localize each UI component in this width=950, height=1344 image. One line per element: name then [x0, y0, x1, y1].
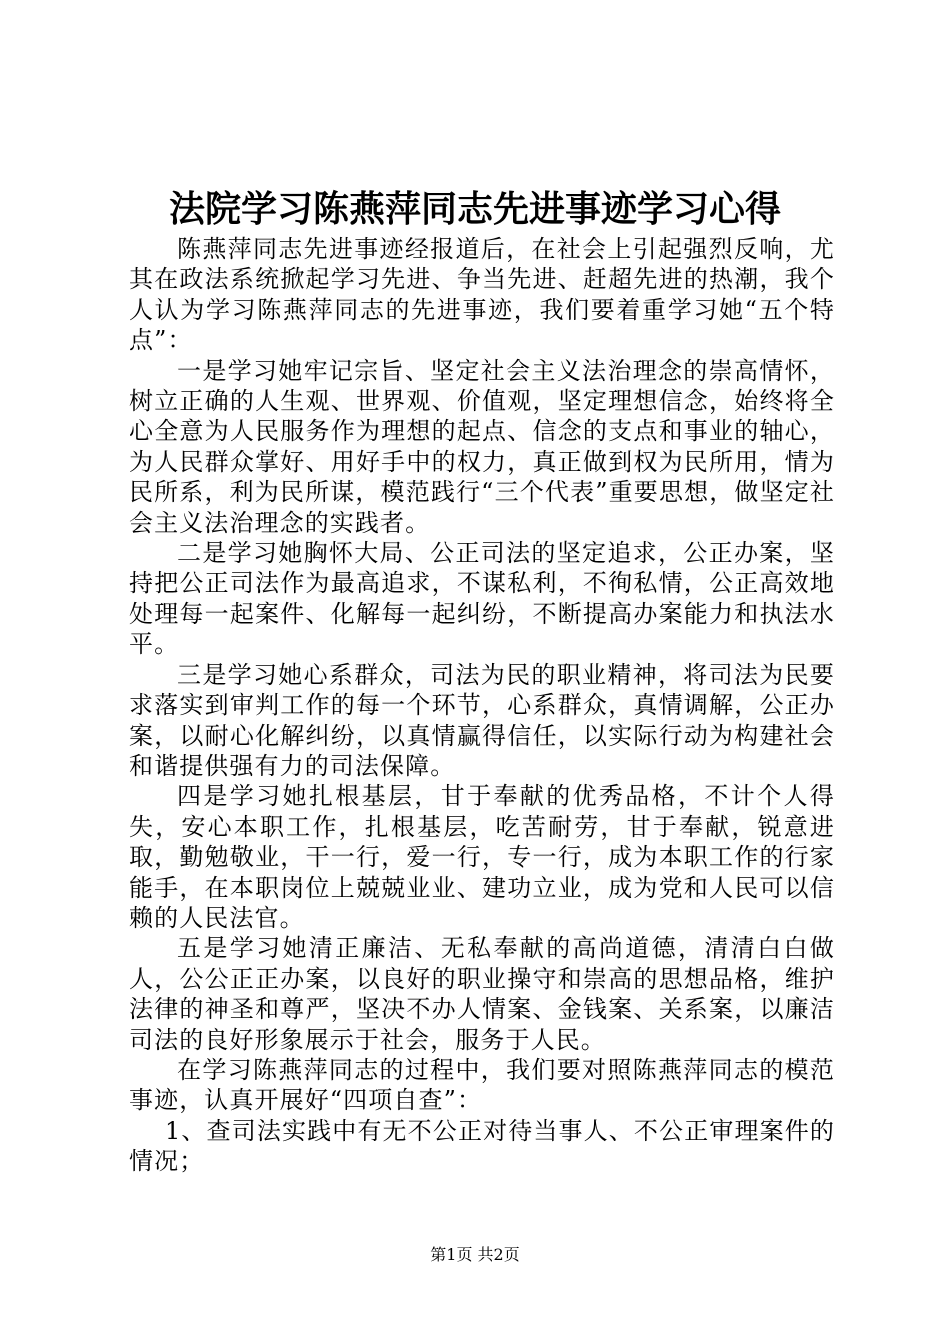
document-title: 法院学习陈燕萍同志先进事迹学习心得	[168, 188, 781, 230]
paragraph-self-check-item-1: 1、查司法实践中有无不公正对待当事人、不公正审理案件的情况；	[129, 1116, 835, 1176]
paragraph-point-five: 五是学习她清正廉洁、无私奉献的高尚道德，清清白白做人，公公正正办案，以良好的职业操守和崇高的思想品格，维护法律的神圣和尊严，坚决不办人情案、金钱案、关系案，以廉洁司法的良好形象展示于社会，服务于人民。	[129, 934, 835, 1054]
paragraph-point-one: 一是学习她牢记宗旨、坚定社会主义法治理念的崇高情怀，树立正确的人生观、世界观、价值观，坚定理想信念，始终将全心全意为人民服务作为理想的起点、信念的支点和事业的轴心，为人民群众掌好、用好手中的权力，真正做到权为民所用，情为民所系，利为民所谋，模范践行“三个代表”重要思想，做坚定社会主义法治理念的实践者。	[129, 356, 835, 537]
paragraph-intro: 陈燕萍同志先进事迹经报道后，在社会上引起强烈反响，尤其在政法系统掀起学习先进、争当先进、赶超先进的热潮，我个人认为学习陈燕萍同志的先进事迹，我们要着重学习她“五个特点”：	[129, 235, 835, 355]
paragraph-point-two: 二是学习她胸怀大局、公正司法的坚定追求，公正办案，坚持把公正司法作为最高追求，不谋私利，不徇私情，公正高效地处理每一起案件、化解每一起纠纷，不断提高办案能力和执法水平。	[129, 539, 835, 659]
paragraph-point-four: 四是学习她扎根基层，甘于奉献的优秀品格，不计个人得失，安心本职工作，扎根基层，吃苦耐劳，甘于奉献，锐意进取，勤勉敬业，干一行，爱一行，专一行，成为本职工作的行家能手，在本职岗位上兢兢业业、建功立业，成为党和人民可以信赖的人民法官。	[129, 782, 835, 932]
paragraph-point-three: 三是学习她心系群众，司法为民的职业精神，将司法为民要求落实到审判工作的每一个环节，心系群众，真情调解，公正办案，以耐心化解纠纷，以真情赢得信任，以实际行动为构建社会和谐提供强有力的司法保障。	[129, 660, 835, 780]
document-body	[129, 234, 835, 1177]
page-footer: 第1页 共2页	[430, 1245, 520, 1264]
paragraph-self-check-intro: 在学习陈燕萍同志的过程中，我们要对照陈燕萍同志的模范事迹，认真开展好“四项自查”：	[129, 1055, 835, 1115]
